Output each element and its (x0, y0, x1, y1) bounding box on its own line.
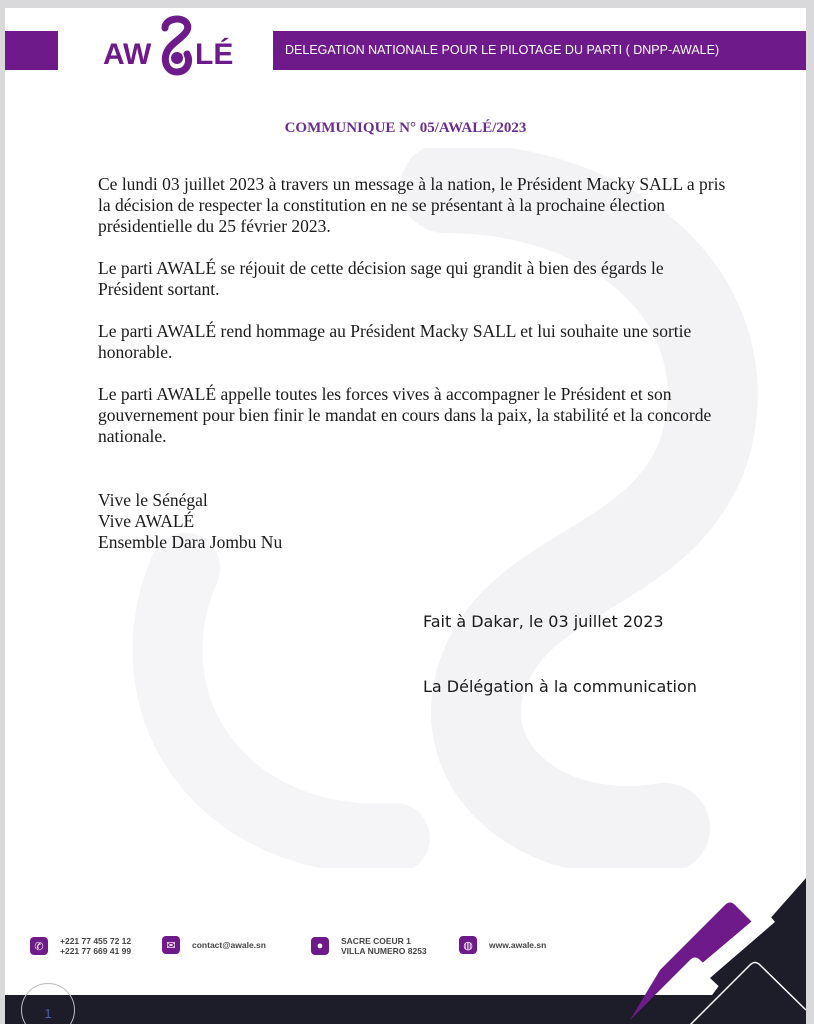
place-date: Fait à Dakar, le 03 juillet 2023 (423, 612, 664, 631)
phone-number[interactable]: +221 77 669 41 99 (60, 946, 132, 956)
footer-address (311, 936, 427, 956)
slogan: Vive le Sénégal (98, 490, 208, 510)
location-pin-icon: ● (311, 937, 329, 955)
signatory: La Délégation à la communication (423, 677, 697, 696)
email-link[interactable]: contact@awale.sn (192, 940, 266, 950)
corner-decoration (560, 860, 806, 1024)
footer-email (162, 936, 266, 954)
slogan: Vive AWALÉ (98, 511, 195, 531)
mail-icon: ✉ (162, 936, 180, 954)
address-line: VILLA NUMERO 8253 (341, 946, 427, 956)
address-line: SACRE COEUR 1 (341, 936, 411, 946)
phone-icon: ✆ (30, 937, 48, 955)
paragraph: Le parti AWALÉ rend hommage au Président Macky SALL et lui souhaite une sortie honorable. (98, 321, 692, 362)
communique-title: COMMUNIQUE N° 05/AWALÉ/2023 (284, 120, 527, 136)
header-accent-bar (5, 31, 58, 70)
page-number-indicator[interactable] (21, 983, 75, 1024)
paragraph: Ce lundi 03 juillet 2023 à travers un message à la nation, le Président Macky SALL a pris la décision de respecter la constitution en ne se présentant à la prochaine élection présidentielle du 25 février 2023. (98, 174, 726, 236)
closing-slogans (98, 490, 282, 553)
phone-number[interactable]: +221 77 455 72 12 (60, 936, 132, 946)
document-page (5, 8, 806, 1024)
website-link[interactable]: www.awale.sn (489, 940, 547, 950)
footer-website (459, 936, 546, 954)
footer-phone (30, 936, 131, 956)
paragraph: Le parti AWALÉ se réjouit de cette décision sage qui grandit à bien des égards le Président sortant. (98, 258, 664, 299)
slogan: Ensemble Dara Jombu Nu (98, 532, 283, 552)
page-number: 1 (44, 1006, 52, 1021)
awale-logo (103, 14, 253, 76)
paragraph: Le parti AWALÉ appelle toutes les forces vives à accompagner le Président et son gouvernement pour bien finir le mandat en cours dans la paix, la stabilité et la concorde nationale. (98, 384, 712, 446)
communique-body (98, 174, 728, 468)
svg-text:LÉ: LÉ (195, 38, 234, 71)
organization-banner: DELEGATION NATIONALE POUR LE PILOTAGE DU PARTI ( DNPP-AWALE) (273, 31, 806, 70)
globe-icon: ◍ (459, 936, 477, 954)
svg-text:AW: AW (103, 38, 152, 71)
